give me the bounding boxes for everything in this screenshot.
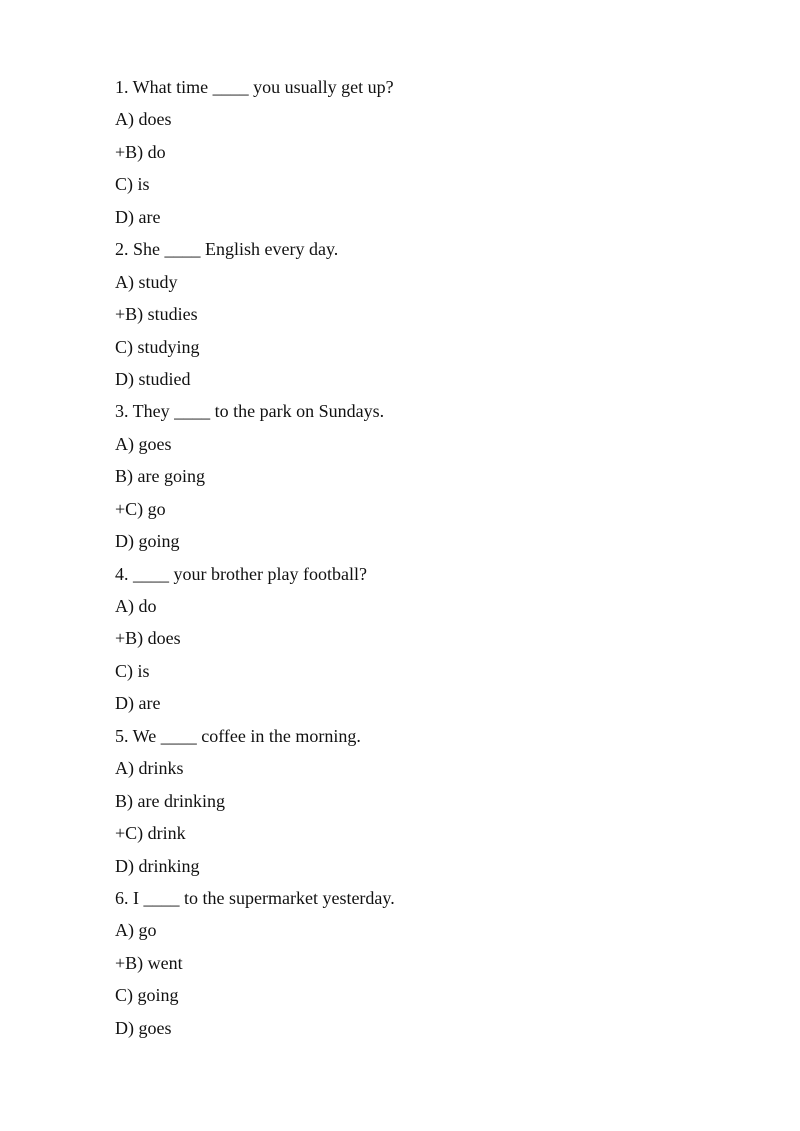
- question-stem: 5. We ____ coffee in the morning.: [115, 725, 361, 746]
- answer-option: A) go: [115, 920, 157, 941]
- answer-option: D) going: [115, 531, 180, 552]
- answer-option: D) are: [115, 693, 161, 714]
- question-stem: 2. She ____ English every day.: [115, 239, 339, 260]
- answer-option: D) drinking: [115, 855, 200, 876]
- answer-option: D) are: [115, 206, 161, 227]
- answer-option: A) does: [115, 109, 172, 130]
- answer-option-correct: +B) studies: [115, 304, 198, 325]
- answer-option: C) is: [115, 174, 150, 195]
- answer-option-correct: +B) do: [115, 141, 166, 162]
- answer-option: C) is: [115, 660, 150, 681]
- question-block: [115, 884, 715, 1046]
- question-block: [115, 235, 715, 397]
- question-block: [115, 722, 715, 884]
- answer-option: A) study: [115, 271, 178, 292]
- answer-option: C) studying: [115, 336, 200, 357]
- question-stem: 3. They ____ to the park on Sundays.: [115, 401, 385, 422]
- answer-option: C) going: [115, 985, 179, 1006]
- answer-option-correct: +B) does: [115, 628, 181, 649]
- answer-option: A) goes: [115, 433, 172, 454]
- answer-option-correct: +C) drink: [115, 823, 186, 844]
- answer-option: B) are going: [115, 466, 205, 487]
- answer-option: A) drinks: [115, 758, 184, 779]
- question-block: [115, 73, 715, 235]
- question-block: [115, 560, 715, 722]
- question-stem: 4. ____ your brother play football?: [115, 563, 367, 584]
- answer-option: D) goes: [115, 1017, 172, 1038]
- question-stem: 1. What time ____ you usually get up?: [115, 77, 394, 97]
- answer-option: A) do: [115, 596, 157, 616]
- question-block: [115, 397, 715, 559]
- question-stem: 6. I ____ to the supermarket yesterday.: [115, 887, 395, 908]
- answer-option-correct: +B) went: [115, 952, 183, 973]
- answer-option: B) are drinking: [115, 790, 225, 811]
- answer-option-correct: +C) go: [115, 498, 166, 519]
- quiz-content: [115, 73, 715, 1046]
- answer-option: D) studied: [115, 368, 191, 389]
